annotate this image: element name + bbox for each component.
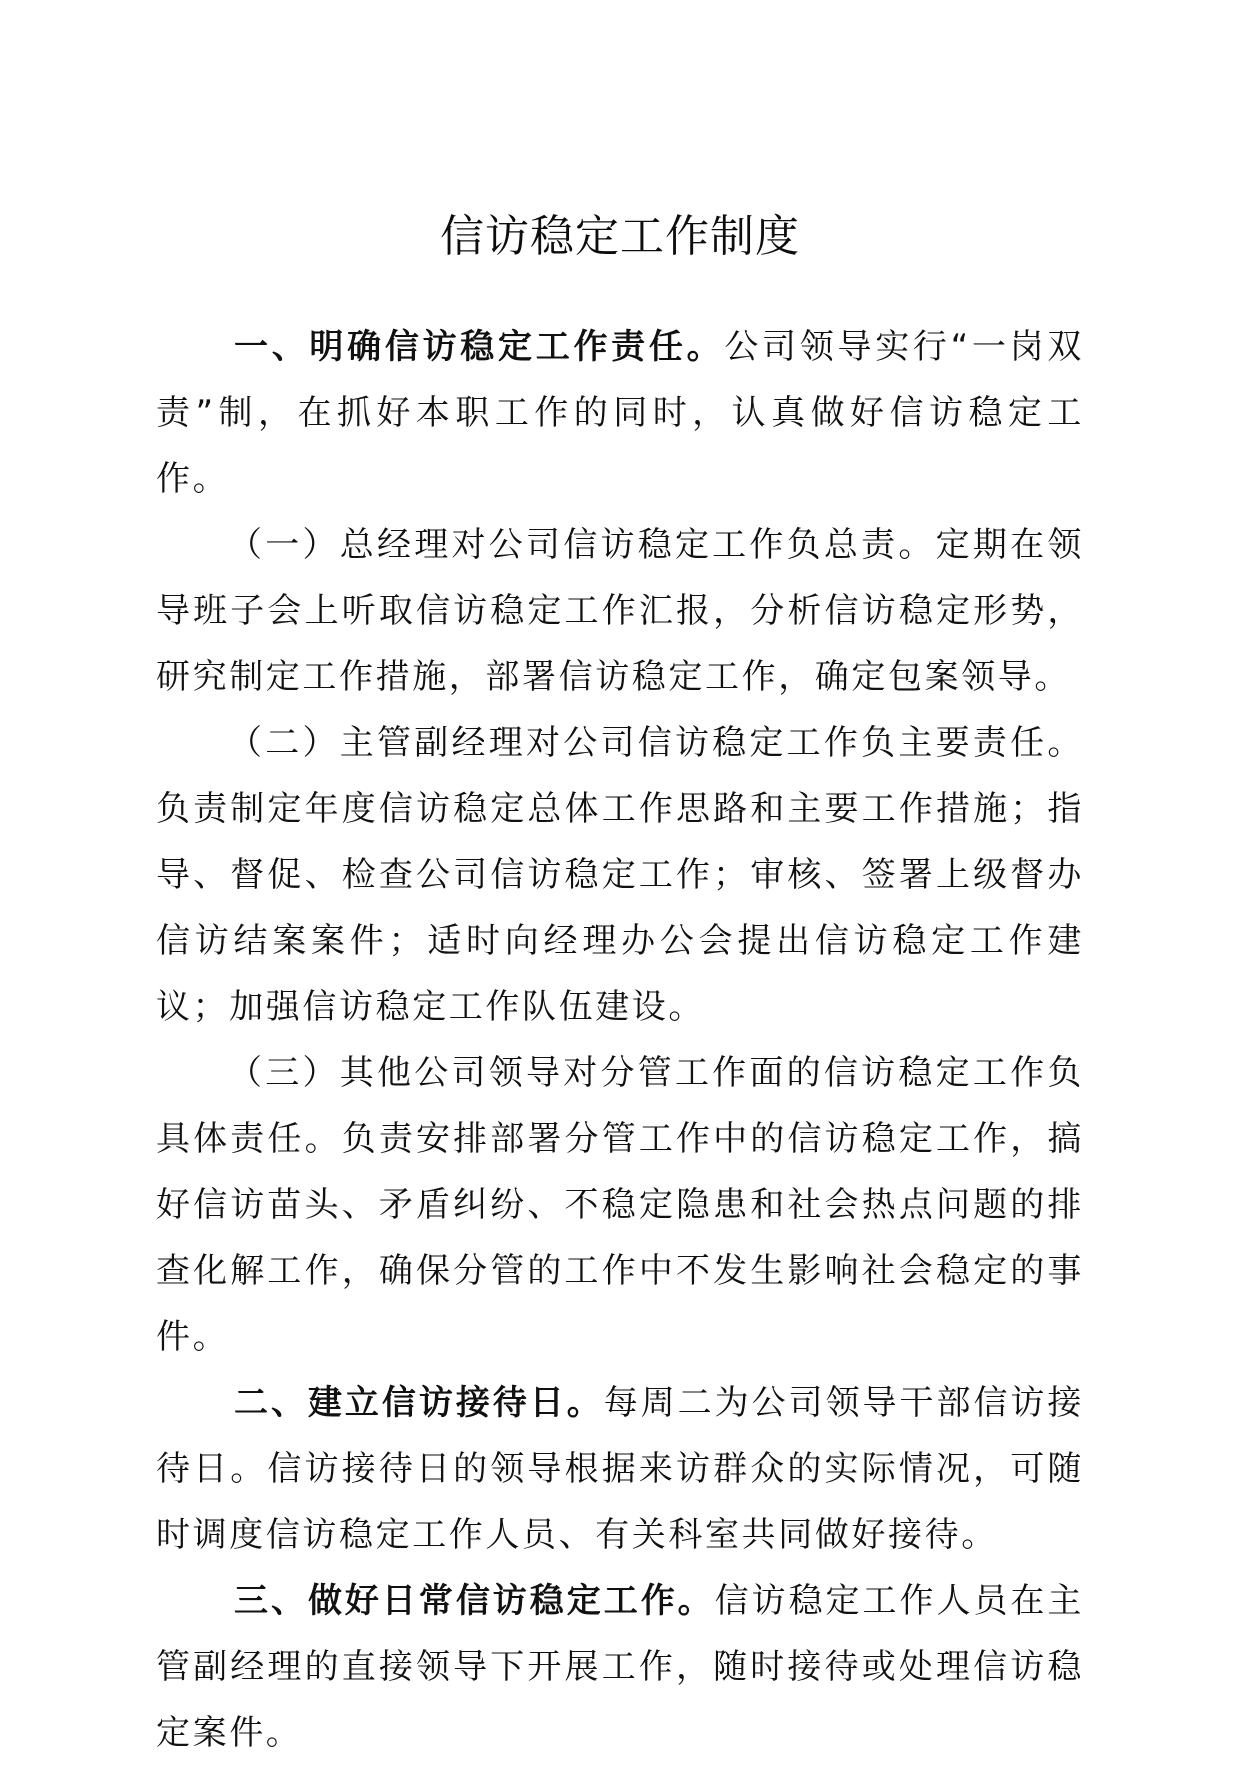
section-3-heading: 三、做好日常信访稳定工作。 <box>234 1581 715 1621</box>
section-2-text: 每周二为公司领导干部信访接待日。信访接待日的领导根据来访群众的实际情况，可随时调度信访稳定工作人员、有关科室共同做好接待。 <box>156 1383 1084 1555</box>
section-3-text: 信访稳定工作人员在主管副经理的直接领导下开展工作，随时接待或处理信访稳定案件。 <box>156 1581 1084 1753</box>
section-2-heading: 二、建立信访接待日。 <box>234 1383 604 1423</box>
section-2-paragraph <box>156 1370 1084 1568</box>
section-1-paragraph <box>156 314 1084 512</box>
document-body <box>156 314 1084 1766</box>
section-1-item-1-paragraph <box>156 512 1084 710</box>
section-1-item-3-paragraph <box>156 1040 1084 1370</box>
section-3-paragraph <box>156 1568 1084 1766</box>
section-1-text: 公司领导实行“一岗双责”制，在抓好本职工作的同时，认真做好信访稳定工作。 <box>156 327 1084 499</box>
document-title: 信访稳定工作制度 <box>440 211 800 263</box>
section-1-item-2-paragraph <box>156 710 1084 1040</box>
section-1-item-1-text: （一）总经理对公司信访稳定工作负总责。定期在领导班子会上听取信访稳定工作汇报，分析信访稳定形势，研究制定工作措施，部署信访稳定工作，确定包案领导。 <box>156 525 1084 697</box>
section-1-heading: 一、明确信访稳定工作责任。 <box>234 327 725 367</box>
section-1-item-2-text: （二）主管副经理对公司信访稳定工作负主要责任。负责制定年度信访稳定总体工作思路和主要工作措施；指导、督促、检查公司信访稳定工作；审核、签署上级督办信访结案案件；适时向经理办公会提出信访稳定工作建议；加强信访稳定工作队伍建设。 <box>156 723 1084 1027</box>
section-1-item-3-text: （三）其他公司领导对分管工作面的信访稳定工作负具体责任。负责安排部署分管工作中的信访稳定工作，搞好信访苗头、矛盾纠纷、不稳定隐患和社会热点问题的排查化解工作，确保分管的工作中不发生影响社会稳定的事件。 <box>156 1053 1084 1357</box>
